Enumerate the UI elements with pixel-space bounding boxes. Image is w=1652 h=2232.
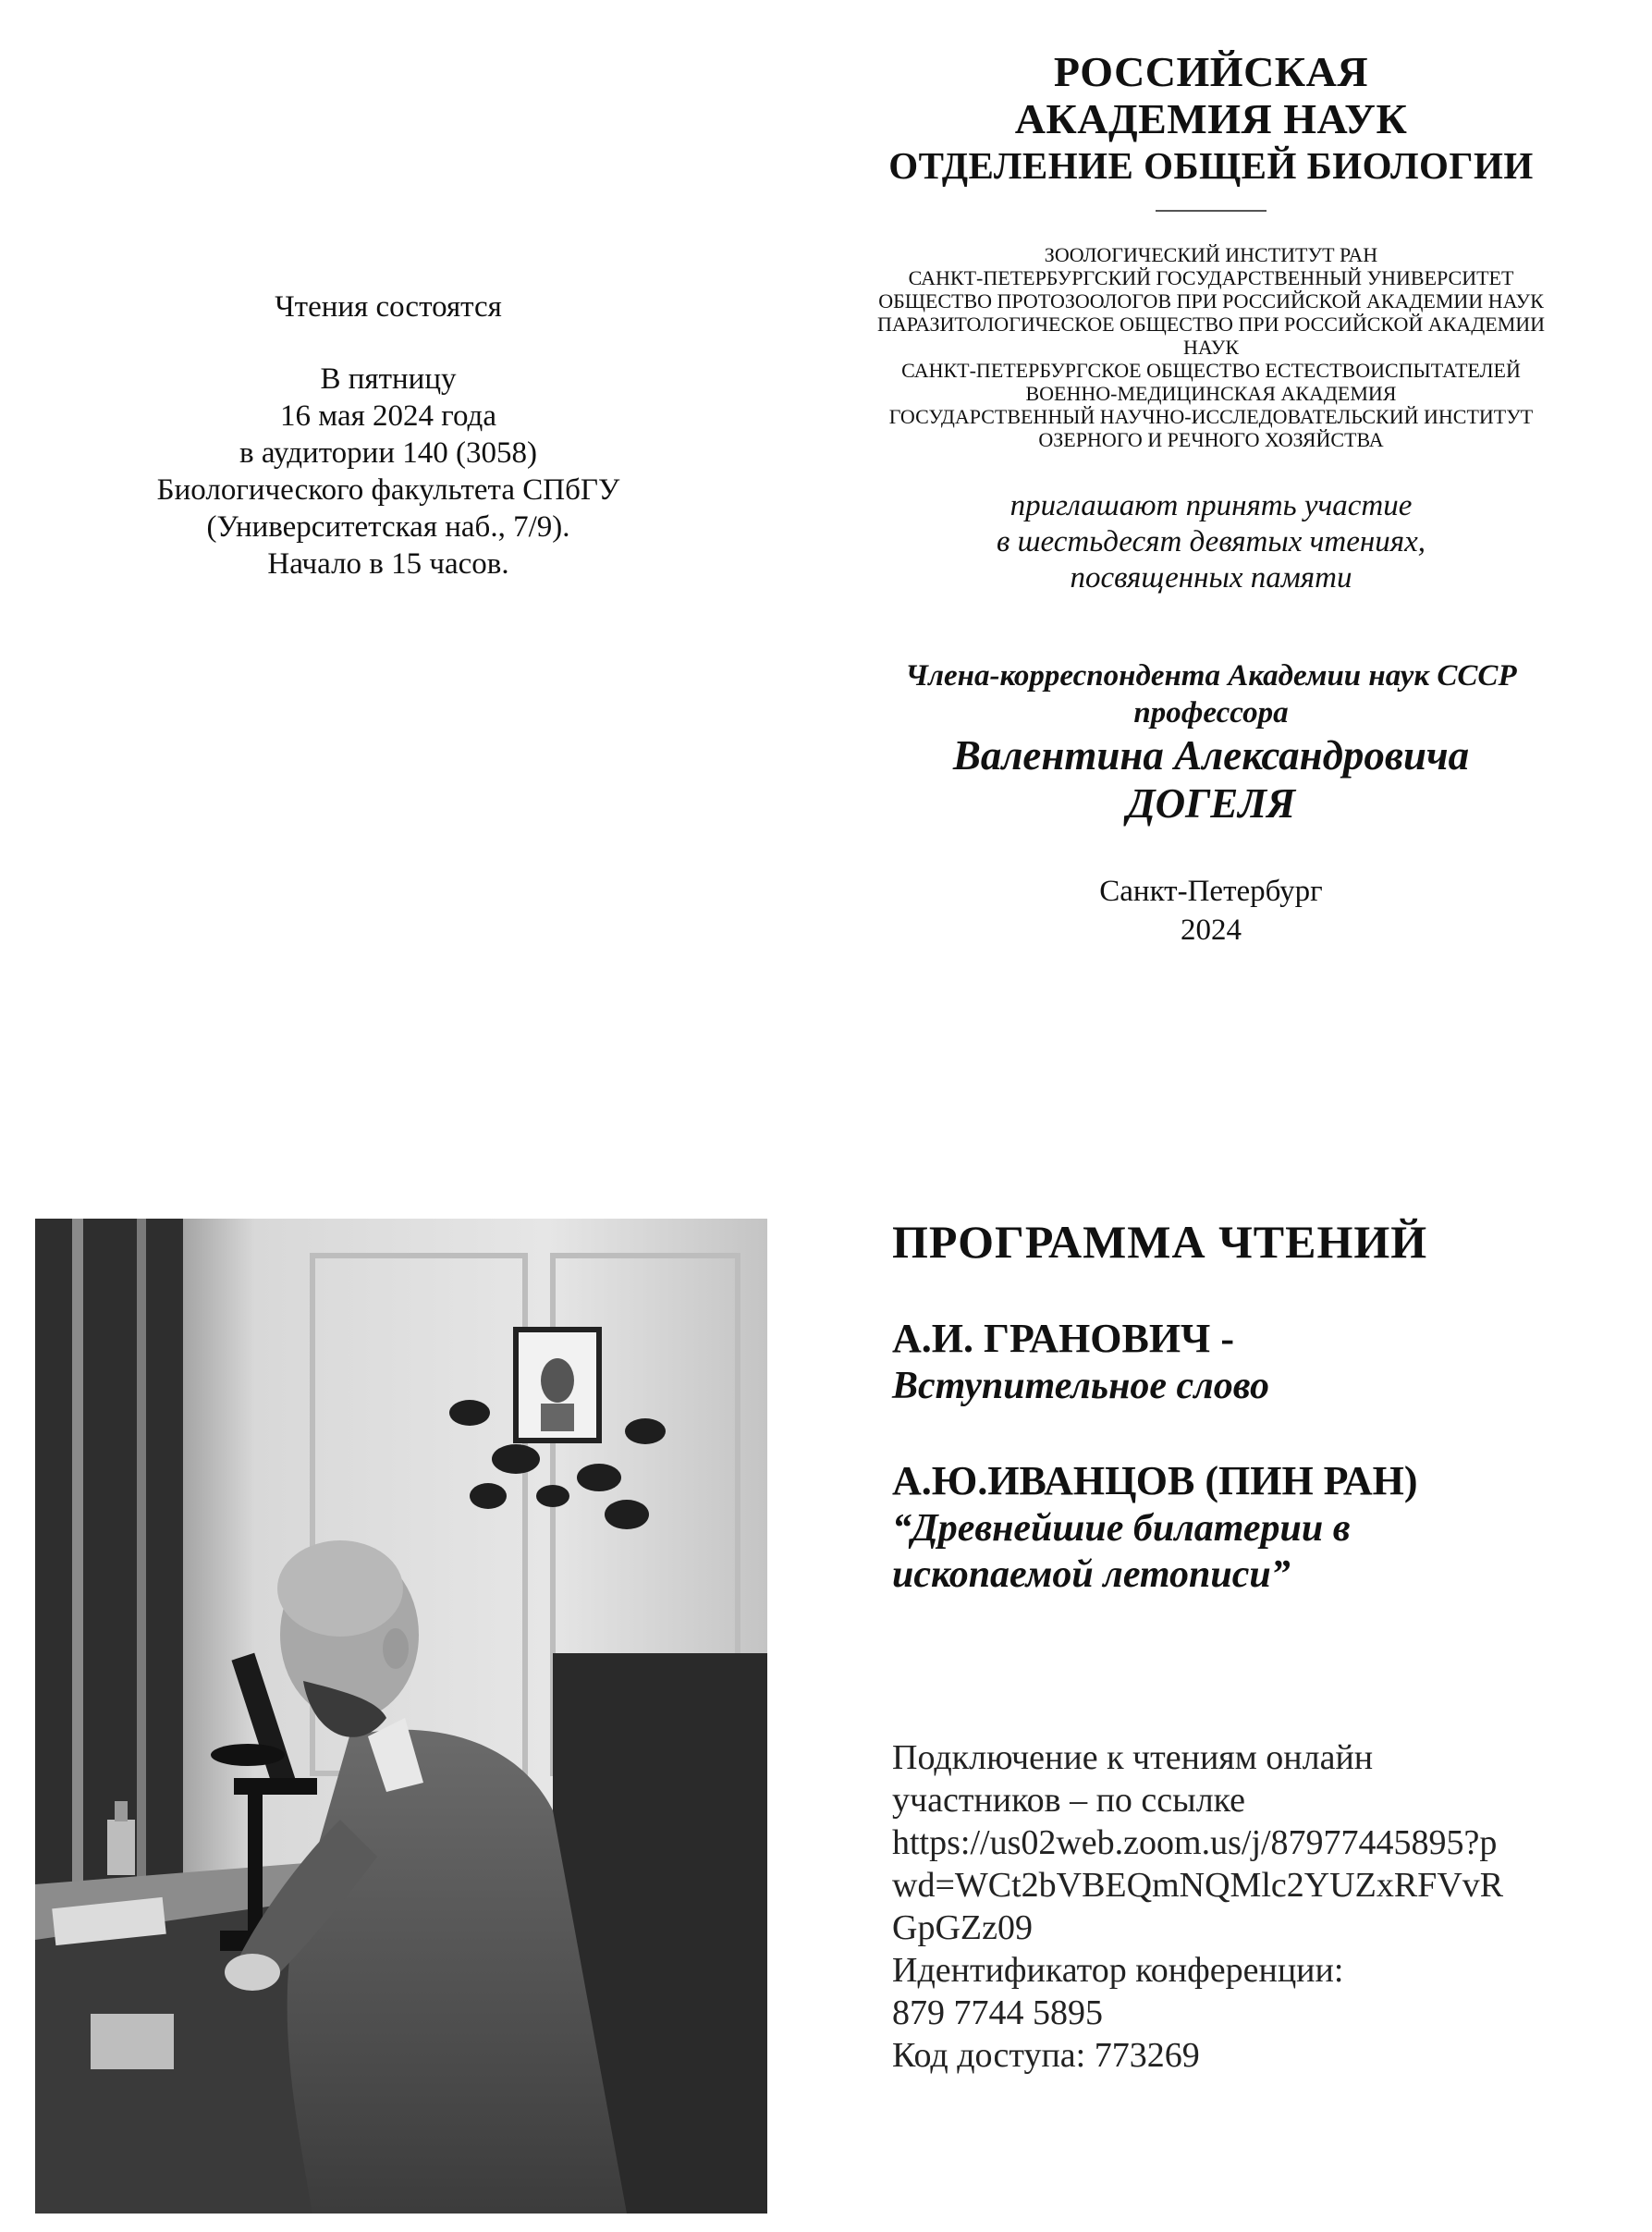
invite-line: посвященных памяти	[1070, 561, 1352, 595]
portrait-photo-icon	[35, 1219, 767, 2214]
schedule-intro: Чтения состоятся	[275, 290, 502, 324]
invite-line: приглашают принять участие	[1010, 489, 1413, 522]
organization: ОЗЕРНОГО И РЕЧНОГО ХОЗЯЙСТВА	[1038, 428, 1384, 451]
program-title: ПРОГРАММА ЧТЕНИЙ	[892, 1216, 1428, 1268]
city: Санкт-Петербург	[1099, 875, 1323, 908]
organization: ГОСУДАРСТВЕННЫЙ НАУЧНО-ИССЛЕДОВАТЕЛЬСКИЙ ИНСТИТУТ	[888, 405, 1534, 428]
schedule-day: В пятницу	[320, 362, 457, 396]
online-connection-info	[892, 1736, 1632, 2077]
schedule-room: в аудитории 140 (3058)	[239, 436, 537, 470]
portrait-photo	[35, 1219, 767, 2214]
invitation-header	[786, 48, 1636, 950]
talk-title: Вступительное слово	[892, 1365, 1269, 1407]
schedule-spacer	[55, 325, 721, 361]
reading-schedule	[55, 288, 721, 583]
honoree-position: профессора	[1133, 696, 1289, 730]
conference-id-label: Идентификатор конференции:	[892, 1951, 1344, 1990]
honoree-title	[786, 657, 1636, 731]
online-intro: участников – по ссылке	[892, 1781, 1246, 1820]
online-intro: Подключение к чтениям онлайн	[892, 1738, 1374, 1777]
schedule-start-time: Начало в 15 часов.	[267, 547, 509, 581]
schedule-faculty: Биологического факультета СПбГУ	[156, 473, 620, 507]
honoree-given-names: Валентина Александровича	[952, 732, 1470, 779]
talk-title-line: ископаемой летописи”	[892, 1553, 1291, 1596]
organization: САНКТ-ПЕТЕРБУРГСКИЙ ГОСУДАРСТВЕННЫЙ УНИВЕРСИТЕТ	[908, 266, 1514, 289]
program-item	[892, 1315, 1632, 1409]
divider	[1156, 210, 1267, 212]
organization: ОБЩЕСТВО ПРОТОЗООЛОГОВ ПРИ РОССИЙСКОЙ АКАДЕМИИ НАУК	[878, 289, 1544, 313]
place-and-year	[786, 872, 1636, 950]
title-line-2: АКАДЕМИЯ НАУК	[1014, 95, 1408, 142]
access-code: Код доступа: 773269	[892, 2036, 1200, 2075]
conference-id: 879 7744 5895	[892, 1993, 1103, 2032]
invitation-text	[786, 488, 1636, 596]
zoom-link[interactable]: GpGZz09	[892, 1908, 1033, 1947]
honoree-name	[786, 731, 1636, 828]
honoree-rank: Члена-корреспондента Академии наук СССР	[905, 659, 1517, 693]
zoom-link[interactable]: https://us02web.zoom.us/j/87977445895?p	[892, 1823, 1498, 1862]
organization: САНКТ-ПЕТЕРБУРГСКОЕ ОБЩЕСТВО ЕСТЕСТВОИСПЫТАТЕЛЕЙ	[901, 359, 1521, 382]
schedule-date: 16 мая 2024 года	[280, 399, 496, 433]
organization: ПАРАЗИТОЛОГИЧЕСКОЕ ОБЩЕСТВО ПРИ РОССИЙСКОЙ АКАДЕМИИ	[876, 313, 1546, 336]
schedule-address: (Университетская наб., 7/9).	[206, 510, 570, 544]
program-item	[892, 1457, 1632, 1598]
honoree-surname: ДОГЕЛЯ	[1126, 780, 1296, 827]
organization: ВОЕННО-МЕДИЦИНСКАЯ АКАДЕМИЯ	[1025, 382, 1397, 405]
organization: ЗООЛОГИЧЕСКИЙ ИНСТИТУТ РАН	[1044, 243, 1378, 266]
organization: НАУК	[1182, 336, 1240, 359]
organizations-list	[786, 243, 1636, 451]
title-line-3: ОТДЕЛЕНИЕ ОБЩЕЙ БИОЛОГИИ	[888, 144, 1534, 187]
reading-program	[892, 1213, 1632, 2077]
invite-line: в шестьдесят девятых чтениях,	[997, 525, 1426, 558]
title-line-1: РОССИЙСКАЯ	[1053, 48, 1369, 95]
speaker-name: А.Ю.ИВАНЦОВ (ПИН РАН)	[892, 1458, 1418, 1503]
speaker-name: А.И. ГРАНОВИЧ -	[892, 1316, 1234, 1361]
year: 2024	[1181, 914, 1242, 947]
talk-title-line: “Древнейшие билатерии в	[892, 1507, 1351, 1550]
zoom-link[interactable]: wd=WCt2bVBEQmNQMlc2YUZxRFVvR	[892, 1866, 1504, 1905]
